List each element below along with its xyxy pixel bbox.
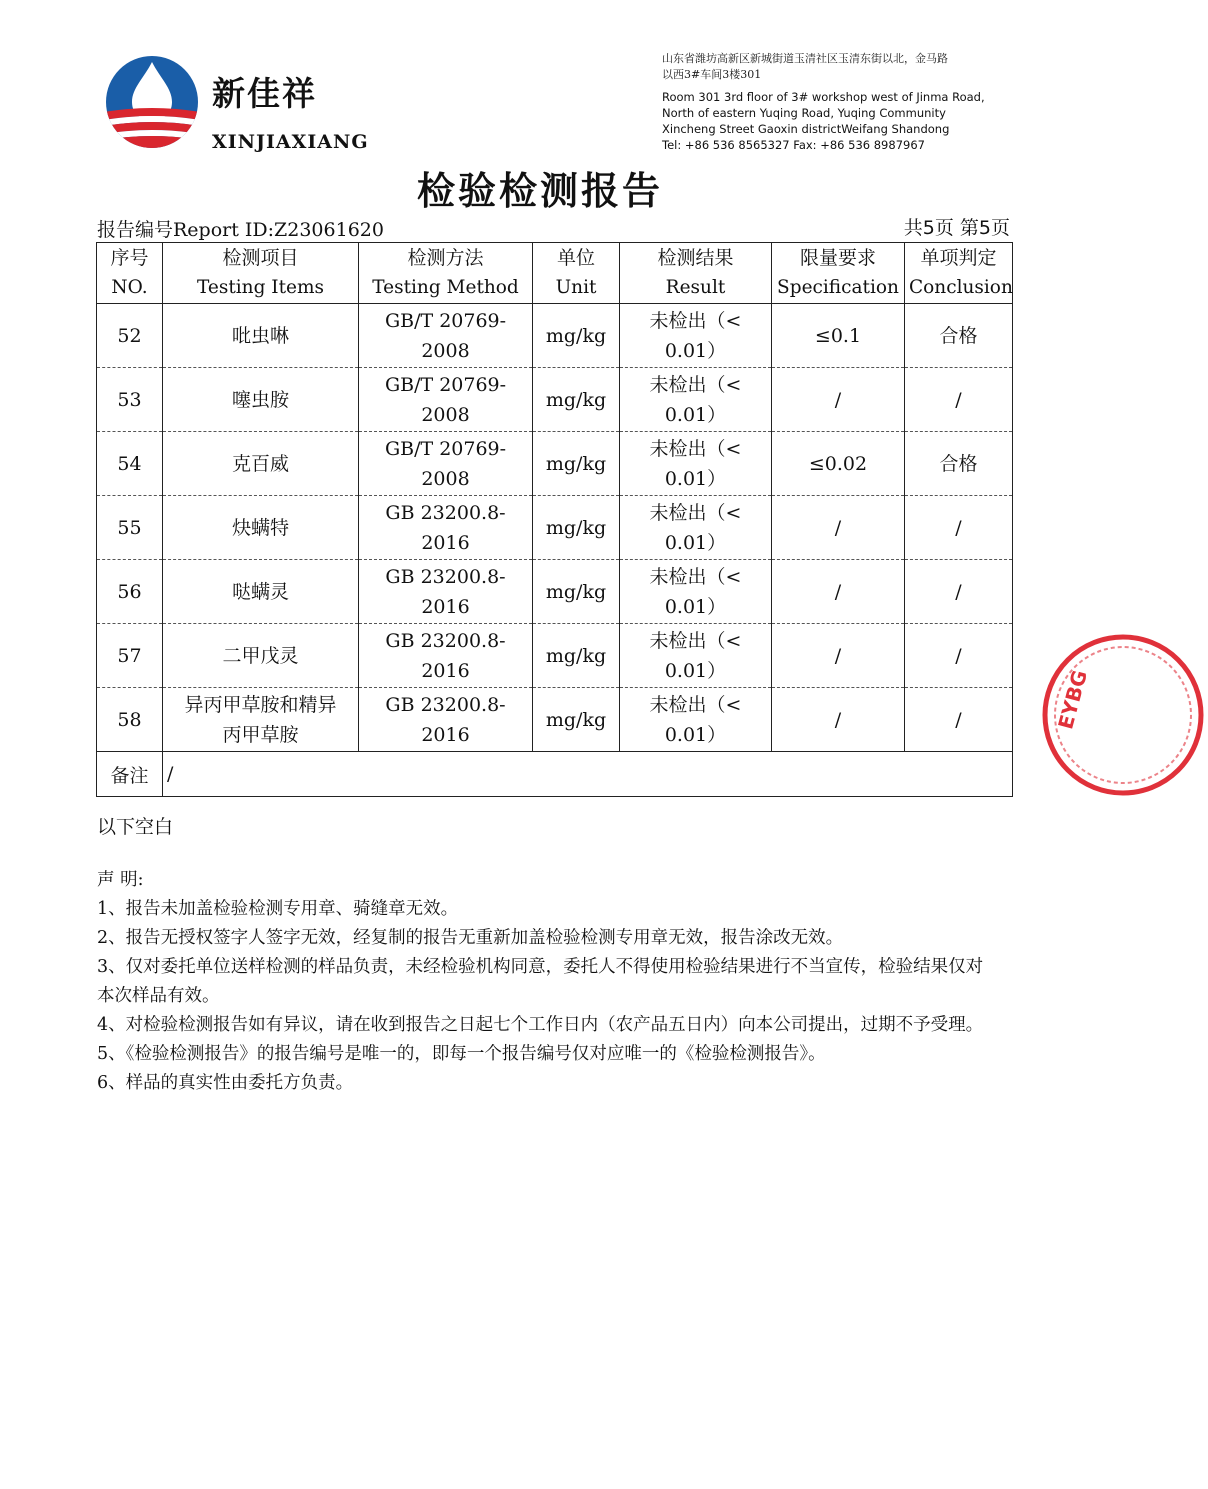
cell-result: 未检出（< 0.01）	[620, 560, 772, 624]
cell-method: GB/T 20769- 2008	[359, 304, 533, 368]
declaration-item: 6、样品的真实性由委托方负责。	[97, 1073, 354, 1093]
cell-spec: /	[772, 368, 905, 432]
cell-item: 异丙甲草胺和精异 丙甲草胺	[163, 688, 359, 752]
cell-no: 53	[97, 368, 163, 432]
cell-item: 噻虫胺	[163, 368, 359, 432]
end-of-content-note: 以下空白	[97, 816, 174, 838]
company-address	[662, 51, 1072, 153]
cell-conclusion: /	[905, 688, 1013, 752]
address-en-line: Xincheng Street Gaoxin districtWeifang Shandong	[662, 122, 950, 136]
declaration-item: 5、《检验检测报告》的报告编号是唯一的，即每一个报告编号仅对应唯一的《检验检测报告》。	[97, 1044, 826, 1064]
declaration-item: 4、对检验检测报告如有异议，请在收到报告之日起七个工作日内（农产品五日内）向本公司提出，过期不予受理。	[97, 1015, 984, 1035]
brand-name-cn: 新佳祥	[212, 74, 317, 113]
company-logo-icon	[104, 54, 200, 150]
cell-conclusion: /	[905, 496, 1013, 560]
cell-method: GB 23200.8- 2016	[359, 560, 533, 624]
cell-unit: mg/kg	[533, 624, 620, 688]
table-row	[97, 624, 1013, 688]
cell-method: GB 23200.8- 2016	[359, 688, 533, 752]
table-header-row	[97, 243, 1013, 304]
cell-conclusion: 合格	[905, 304, 1013, 368]
header-conclusion: 单项判定 Conclusion	[905, 243, 1013, 304]
cell-no: 54	[97, 432, 163, 496]
cell-result: 未检出（< 0.01）	[620, 624, 772, 688]
cell-spec: /	[772, 560, 905, 624]
cell-no: 52	[97, 304, 163, 368]
address-cn-line: 以西3#车间3楼301	[662, 68, 762, 81]
cell-spec: /	[772, 688, 905, 752]
cell-spec: ≤0.1	[772, 304, 905, 368]
document-title: 检验检测报告	[416, 168, 663, 213]
cell-no: 55	[97, 496, 163, 560]
address-en-line: Room 301 3rd floor of 3# workshop west of Jinma Road,	[662, 90, 985, 104]
cell-method: GB/T 20769- 2008	[359, 432, 533, 496]
official-seal-icon	[1028, 630, 1092, 800]
declaration-item: 1、报告未加盖检验检测专用章、骑缝章无效。	[97, 899, 459, 919]
test-results-table	[96, 242, 1013, 797]
cell-unit: mg/kg	[533, 560, 620, 624]
cell-spec: ≤0.02	[772, 432, 905, 496]
cell-conclusion: /	[905, 560, 1013, 624]
cell-no: 56	[97, 560, 163, 624]
address-en-line: North of eastern Yuqing Road, Yuqing Community	[662, 106, 946, 120]
remark-label: 备注	[97, 752, 163, 797]
cell-conclusion: /	[905, 368, 1013, 432]
cell-no: 57	[97, 624, 163, 688]
table-row	[97, 304, 1013, 368]
cell-result: 未检出（< 0.01）	[620, 688, 772, 752]
cell-result: 未检出（< 0.01）	[620, 368, 772, 432]
cell-unit: mg/kg	[533, 688, 620, 752]
cell-result: 未检出（< 0.01）	[620, 304, 772, 368]
brand-name-en: XINJIAXIANG	[212, 131, 369, 153]
cell-no: 58	[97, 688, 163, 752]
cell-item: 吡虫啉	[163, 304, 359, 368]
table-row	[97, 496, 1013, 560]
cell-unit: mg/kg	[533, 432, 620, 496]
header-specification: 限量要求 Specification	[772, 243, 905, 304]
svg-text:EYBG: EYBG	[1053, 667, 1092, 732]
cell-unit: mg/kg	[533, 304, 620, 368]
declaration-section	[97, 866, 997, 1098]
cell-unit: mg/kg	[533, 496, 620, 560]
page-indicator: 共5页 第5页	[903, 217, 1010, 239]
cell-conclusion: 合格	[905, 432, 1013, 496]
cell-conclusion: /	[905, 624, 1013, 688]
report-number: 报告编号Report ID:Z23061620	[97, 219, 384, 241]
cell-method: GB/T 20769- 2008	[359, 368, 533, 432]
cell-item: 炔螨特	[163, 496, 359, 560]
cell-spec: /	[772, 624, 905, 688]
declaration-item: 2、报告无授权签字人签字无效，经复制的报告无重新加盖检验检测专用章无效，报告涂改无效。	[97, 928, 844, 948]
remark-value: /	[163, 752, 1013, 797]
table-row	[97, 688, 1013, 752]
header-testing-items: 检测项目 Testing Items	[163, 243, 359, 304]
header-no: 序号 NO.	[97, 243, 163, 304]
cell-method: GB 23200.8- 2016	[359, 496, 533, 560]
cell-item: 克百威	[163, 432, 359, 496]
cell-unit: mg/kg	[533, 368, 620, 432]
header-result: 检测结果 Result	[620, 243, 772, 304]
table-row	[97, 432, 1013, 496]
contact-line: Tel: +86 536 8565327 Fax: +86 536 8987967	[662, 138, 925, 152]
header-unit: 单位 Unit	[533, 243, 620, 304]
table-row	[97, 560, 1013, 624]
header-testing-method: 检测方法 Testing Method	[359, 243, 533, 304]
cell-item: 二甲戊灵	[163, 624, 359, 688]
cell-item: 哒螨灵	[163, 560, 359, 624]
cell-result: 未检出（< 0.01）	[620, 432, 772, 496]
remark-row	[97, 752, 1013, 797]
cell-method: GB 23200.8- 2016	[359, 624, 533, 688]
declaration-heading: 声 明:	[97, 870, 144, 890]
address-cn-line: 山东省潍坊高新区新城街道玉清社区玉清东街以北，金马路	[662, 52, 948, 65]
cell-result: 未检出（< 0.01）	[620, 496, 772, 560]
cell-spec: /	[772, 496, 905, 560]
declaration-item: 3、仅对委托单位送样检测的样品负责，未经检验机构同意，委托人不得使用检验结果进行不当宣传，检验结果仅对本次样品有效。	[97, 957, 984, 1006]
table-row	[97, 368, 1013, 432]
